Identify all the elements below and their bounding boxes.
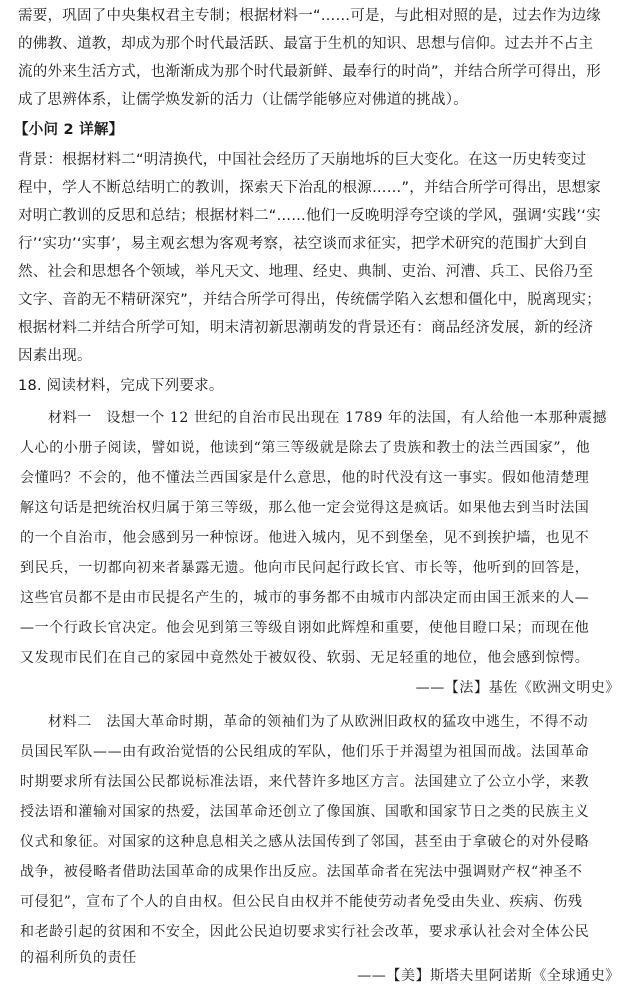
material-line: 到民兵，一切都向初来者暴露无遗。他向市民问起行政长官、市长等，他听到的回答是，	[20, 560, 590, 576]
material-line: 这些官员都不是由市民提名产生的，城市的事务都不由城市内部决定而由国王派来的人—	[20, 590, 590, 606]
material-line: 战争，被侵略者借助法国革命的成果作出反应。法国革命者在宪法中强调财产权“神圣不	[20, 864, 583, 880]
material-line: 时期要求所有法国公民都说标准法语，来代替许多地区方言。法国建立了公立小学，来教	[20, 774, 590, 790]
material-line: 员国民军队——由有政治觉悟的公民组成的军队，他们乐于并渴望为祖国而战。法国革命	[20, 744, 590, 760]
answer-line: 流的外来生活方式，也渐渐成为那个时代最新鲜、最奉行的时尚”，并结合所学可得出，形	[18, 64, 602, 80]
answer-line: 程中，学人不断总结明亡的教训，探索天下治乱的根源……”，并结合所学可得出，思想家	[18, 180, 602, 196]
material-source: ——【法】基佐《欧洲文明史》	[415, 680, 620, 696]
material-line: —一个行政长官决定。他会见到第三等级自诩如此辉煌和重要，使他目瞪口呆；而现在他	[20, 620, 590, 636]
material-line: 可侵犯”，宣布了个人的自由权。但公民自由权并不能使劳动者免受由失业、疾病、伤残	[20, 894, 583, 910]
material-line: 的福利所负的责任	[20, 950, 137, 966]
answer-line: 因素出现。	[18, 348, 92, 364]
material-line: 授法语和灌输对国家的热爱，法国革命还创立了像国旗、国歌和国家节日之类的民族主义	[20, 804, 590, 820]
answer-line: 的佛教、道教，却成为那个时代最活跃、最富于生机的知识、思想与信仰。过去并不占主	[18, 36, 594, 52]
subquestion-heading: 【小问 2 详解】	[14, 122, 124, 138]
material-line: 人心的小册子阅读，譬如说，他读到“第三等级就是除去了贵族和教士的法兰西国家”，他	[20, 440, 591, 456]
material-line: 又发现市民们在自己的家园中竟然处于被奴役、软弱、无足轻重的地位，他会感到惊愕。	[20, 650, 590, 666]
material-source: ——【美】斯塔夫里阿诺斯《全球通史》	[357, 968, 620, 984]
answer-line: 文字、音韵无不精研深究”，并结合所学可得出，传统儒学陷入玄想和僵化中，脱离现实；	[18, 292, 602, 308]
question-title: 18. 阅读材料，完成下列要求。	[18, 378, 224, 394]
answer-line: 根据材料二并结合所学可知，明末清初新思潮萌发的背景还有：商品经济发展，新的经济	[18, 320, 594, 336]
answer-line: 成了思辨体系，让儒学焕发新的活力（让儒学能够应对佛道的挑战）。	[18, 92, 468, 108]
material-line: 仪式和象征。对国家的这种息息相关之感从法国传到了邻国，甚至由于拿破仑的对外侵略	[20, 834, 590, 850]
answer-line: 需要，巩固了中央集权君主专制；根据材料一“……可是，与此相对照的是，过去作为边缘	[18, 8, 602, 24]
material-line: 解这句话是把统治权归属于第三等级，那么他一定会觉得这是疯话。如果他去到当时法国	[20, 500, 590, 516]
answer-line: 行’‘实功’‘实事’，易主观玄想为客观考察，祛空谈而求征实，把学术研究的范围扩大到自	[18, 236, 589, 252]
material-line: 会懂吗？不会的，他不懂法兰西国家是什么意思，他的时代没有这一事实。假如他清楚理	[20, 470, 590, 486]
answer-line: 背景：根据材料二“明清换代，中国社会经历了天崩地坼的巨大变化。在这一历史转变过	[18, 152, 587, 168]
answer-line: 对明亡教训的反思和总结；根据材料二“……他们一反晚明浮夸空谈的学风，强调‘实践’‘实	[18, 208, 601, 224]
material-line: 材料二 法国大革命时期，革命的领袖们为了从欧洲旧政权的猛攻中逃生，不得不动	[48, 714, 589, 730]
answer-line: 然、社会和思想各个领域，举凡天文、地理、经史、典制、吏治、河漕、兵工、民俗乃至	[18, 264, 594, 280]
material-line: 和老龄引起的贫困和不安全，因此公民迫切要求实行社会改革，要求承认社会对全体公民	[20, 924, 590, 940]
material-line: 的一个自治市，他会感到另一种惊讶。他进入城内，见不到堡垒，见不到挨护墙，也见不	[20, 530, 590, 546]
material-line: 材料一 设想一个 12 世纪的自治市民出现在 1789 年的法国，有人给他一本那种震撼	[48, 410, 608, 426]
